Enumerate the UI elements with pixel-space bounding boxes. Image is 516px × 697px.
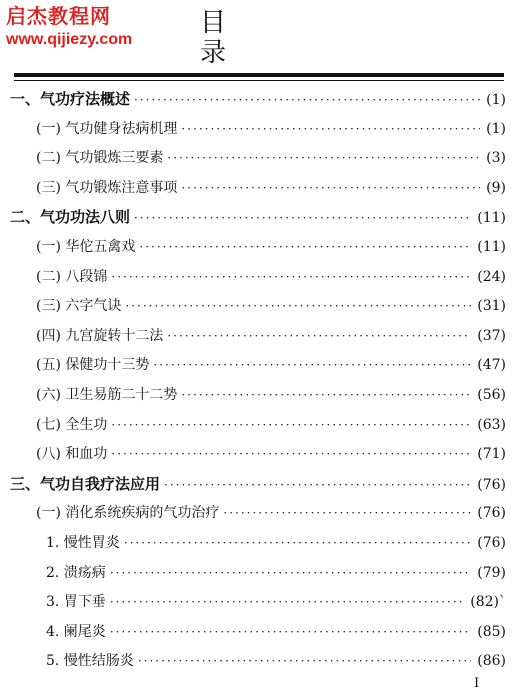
toc-entry-label: 4. 阑尾炎	[46, 623, 106, 640]
toc-entry-page-number: (56)	[477, 387, 506, 403]
toc-entry-label: 2. 溃疡病	[46, 564, 106, 581]
toc-entry-page-number: (11)	[477, 239, 506, 255]
toc-entry-page-number: (11)	[477, 210, 506, 227]
toc-entry-label: (二) 气功锻炼三要素	[36, 150, 164, 167]
toc-entry-page-number: (9)	[486, 179, 506, 196]
toc-leader-dots	[134, 93, 480, 107]
toc-section-entry	[46, 532, 506, 552]
toc-entry-label: 一、气功疗法概述	[10, 90, 131, 108]
toc-leader-dots	[111, 270, 471, 284]
toc-section-entry	[36, 414, 506, 434]
toc-section-entry	[46, 650, 506, 670]
toc-entry-page-number: (76)	[477, 476, 506, 493]
toc-leader-dots	[111, 418, 471, 432]
toc-entry-page-number: (24)	[477, 268, 506, 285]
toc-entry-label: (一) 消化系统疾病的气功治疗	[36, 505, 220, 522]
toc-leader-dots	[164, 478, 471, 492]
toc-chapter-entry	[10, 206, 506, 227]
toc-entry-page-number: (76)	[477, 505, 506, 522]
toc-section-entry	[36, 325, 506, 345]
header-rule-thick	[14, 73, 504, 77]
toc-entry-label: (三) 六字气诀	[36, 298, 122, 315]
toc-entry-label: (七) 全生功	[36, 416, 108, 433]
watermark-url: www.qijiezy.com	[6, 31, 133, 48]
toc-section-entry	[36, 384, 506, 404]
toc-entry-page-number: (71)	[477, 446, 506, 463]
toc-entry-label: (三) 气功锻炼注意事项	[36, 179, 178, 196]
toc-entry-page-number: (3)	[486, 150, 506, 167]
toc-entry-label: (八) 和血功	[36, 446, 108, 463]
toc-chapter-entry	[10, 473, 506, 494]
toc-leader-dots	[125, 299, 471, 313]
toc-entry-label: 3. 胃下垂	[46, 594, 106, 611]
toc-entry-label: (五) 保健功十三势	[36, 357, 150, 374]
toc-section-entry	[36, 266, 506, 286]
toc-entry-label: (一) 气功健身祛病机理	[36, 120, 178, 137]
toc-section-entry	[46, 562, 506, 582]
toc-leader-dots	[153, 358, 471, 372]
toc-leader-dots	[181, 388, 471, 402]
watermark-site-name: 启杰教程网	[6, 6, 111, 28]
toc-leader-dots	[110, 625, 471, 639]
toc-leader-dots	[110, 566, 471, 580]
toc-entry-page-number: (85)	[477, 623, 506, 640]
toc-section-entry	[36, 236, 506, 256]
toc-entry-label: (四) 九宫旋转十二法	[36, 327, 164, 344]
toc-entry-page-number: (47)	[477, 357, 506, 374]
toc-entry-label: (六) 卫生易筋二十二势	[36, 387, 178, 403]
toc-section-entry	[36, 354, 506, 374]
toc-entry-label: (二) 八段锦	[36, 268, 108, 285]
toc-section-entry	[36, 147, 506, 167]
toc-section-entry	[36, 295, 506, 315]
watermark	[6, 6, 132, 50]
toc-entry-page-number: (37)	[477, 327, 506, 344]
toc-section-entry	[46, 591, 506, 611]
toc-entry-label: 三、气功自我疗法应用	[10, 474, 161, 493]
toc-entry-page-number: (1)	[486, 92, 506, 108]
toc-leader-dots	[134, 211, 471, 225]
toc-entry-label: 二、气功功法八则	[10, 208, 131, 227]
toc-entry-page-number: (63)	[477, 416, 506, 433]
page-folio: I	[474, 676, 480, 691]
toc-leader-dots	[124, 536, 471, 550]
toc-entry-page-number: (31)	[477, 298, 506, 315]
toc-leader-dots	[138, 654, 471, 668]
toc-section-entry	[36, 177, 506, 197]
toc-leader-dots	[223, 506, 471, 520]
toc-leader-dots	[111, 447, 471, 461]
toc-section-entry	[36, 502, 506, 522]
header-rule-thin	[14, 80, 504, 81]
toc-entry-page-number: (79)	[477, 564, 506, 581]
toc-entry-page-number: (1)	[486, 120, 506, 137]
toc-leader-dots	[167, 329, 471, 343]
toc-leader-dots	[110, 595, 464, 609]
toc-chapter-entry	[10, 88, 506, 109]
toc-leader-dots	[167, 151, 480, 165]
toc-entry-page-number: (76)	[477, 535, 506, 551]
toc-leader-dots	[181, 181, 480, 195]
toc-entry-label: (一) 华佗五禽戏	[36, 239, 136, 255]
page-title: 目 录	[200, 8, 263, 68]
toc-section-entry	[46, 621, 506, 641]
toc-leader-dots	[139, 240, 471, 254]
toc-entry-page-number: (82)`	[470, 594, 506, 611]
toc-entry-label: 5. 慢性结肠炎	[46, 653, 134, 670]
toc-entry-page-number: (86)	[477, 653, 506, 670]
toc-leader-dots	[181, 122, 480, 136]
toc-entry-label: 1. 慢性胃炎	[46, 535, 120, 551]
toc-section-entry	[36, 443, 506, 463]
toc-section-entry	[36, 118, 506, 138]
